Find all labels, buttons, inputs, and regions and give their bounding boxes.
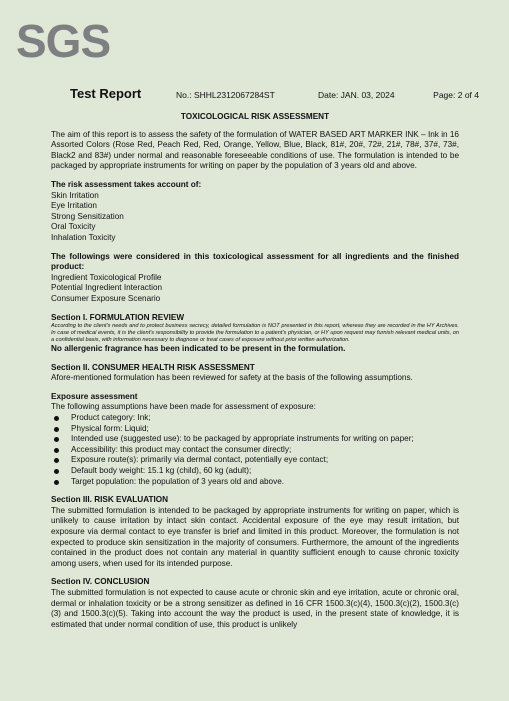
intro-paragraph: The aim of this report is to assess the safety of the formulation of WATER BASED ART MARKER INK – Ink in 16 Assorted Colors (Rose Red, Peach Red, Red, Orange, Yellow, Blue, Black, 81#, 20#, 72#, 21#, 78#, 37#, 73#, Black2 and 83#) under normal and reasonable foreseeable conditions of use. The formulation is intended to be packaged by appropriate instruments for writing on paper by the population of 3 years old and above.: [51, 129, 459, 171]
risk-item: Eye Irritation: [51, 201, 97, 211]
section3-text: The submitted formulation is intended to be packaged by appropriate instruments for writing on paper, which is unlikely to cause irritation by intact skin contact. Accidental exposure of the eye may result irritation, but exposure via dermal contact to eye transfer is brief and limited in this product. Moreover, the formulation is not expected to produce skin sensitization in the majority of consumers. Furthermore, the amount of the ingredients contained in the product does not contain any material in quantity sufficient enough to cause chronic toxicity among users, when used for its intended purpose.: [51, 505, 459, 568]
report-date: Date: JAN. 03, 2024: [318, 90, 395, 100]
risk-list: [51, 191, 459, 244]
risk-item: Strong Sensitization: [51, 211, 124, 221]
exposure-item: Intended use (suggested use): to be packaged by appropriate instruments for writing on paper;: [51, 434, 459, 445]
risk-heading: The risk assessment takes account of:: [51, 179, 202, 189]
exposure-item: Accessibility: this product may contact the consumer directly;: [51, 445, 459, 456]
document-title: TOXICOLOGICAL RISK ASSESSMENT: [180, 112, 330, 121]
considered-list: [51, 273, 459, 305]
considered-item: Potential Ingredient Interaction: [51, 283, 163, 293]
considered-heading: The followings were considered in this toxicological assessment for all ingredients and the finished product:: [51, 251, 459, 272]
exposure-item: Default body weight: 15.1 kg (child), 60 kg (adult);: [51, 466, 459, 477]
exposure-item: Exposure route(s): primarily via dermal contact, potentially eye contact;: [51, 455, 459, 466]
report-header: [70, 86, 479, 101]
section1-heading: Section I. FORMULATION REVIEW: [51, 312, 185, 322]
exposure-intro: The following assumptions have been made for assessment of exposure:: [51, 402, 316, 412]
section2-text: Afore-mentioned formulation has been reviewed for safety at the basis of the following assumptions.: [51, 373, 413, 383]
exposure-item: Physical form: Liquid;: [51, 424, 459, 435]
page-indicator: Page: 2 of 4: [433, 90, 479, 100]
section4-heading: Section IV. CONCLUSION: [51, 577, 150, 587]
risk-item: Inhalation Toxicity: [51, 232, 116, 242]
risk-item: Oral Toxicity: [51, 222, 96, 232]
report-title: Test Report: [70, 86, 142, 101]
considered-item: Consumer Exposure Scenario: [51, 293, 161, 303]
considered-item: Ingredient Toxicological Profile: [51, 272, 162, 282]
section4-text: The submitted formulation is not expected to cause acute or chronic skin and eye irritation, acute or chronic oral, dermal or inhalation toxicity or be a strong sensitizer as defined in 16 CFR 1500.3(c)(4), 1500.3(c)(2), 1500.3(c)(3) and 1500.3(c)(5). Taking into account the way the product is used, in the present state of knowledge, it is estimated that under normal condition of use, this product is unlikely: [51, 587, 459, 629]
exposure-item: Product category: Ink;: [51, 413, 459, 424]
section3-heading: Section III. RISK EVALUATION: [51, 495, 169, 505]
report-number: No.: SHHL2312067284ST: [176, 90, 275, 100]
section1-statement: No allergenic fragrance has been indicated to be present in the formulation.: [51, 344, 346, 354]
exposure-list: [51, 413, 459, 487]
document-body: [51, 112, 459, 630]
section2-heading: Section II. CONSUMER HEALTH RISK ASSESSMENT: [51, 362, 255, 372]
exposure-heading: Exposure assessment: [51, 391, 138, 401]
exposure-item: Target population: the population of 3 years old and above.: [51, 477, 459, 488]
risk-item: Skin Irritation: [51, 190, 99, 200]
sgs-logo: SGS: [16, 15, 111, 67]
section1-note: According to the client's needs and to protect business secrecy, detailed formulation is NOT presented in this report, whereas they are recorded in the HY Archives. In case of medical events, it is the client's responsibility to provide the formulation to a patient's physician, or HY upon request may furnish relevant medical units, on a confidential basis, with information necessary to diagnose or treat cases of exposure without prior written authorization.: [51, 323, 459, 344]
